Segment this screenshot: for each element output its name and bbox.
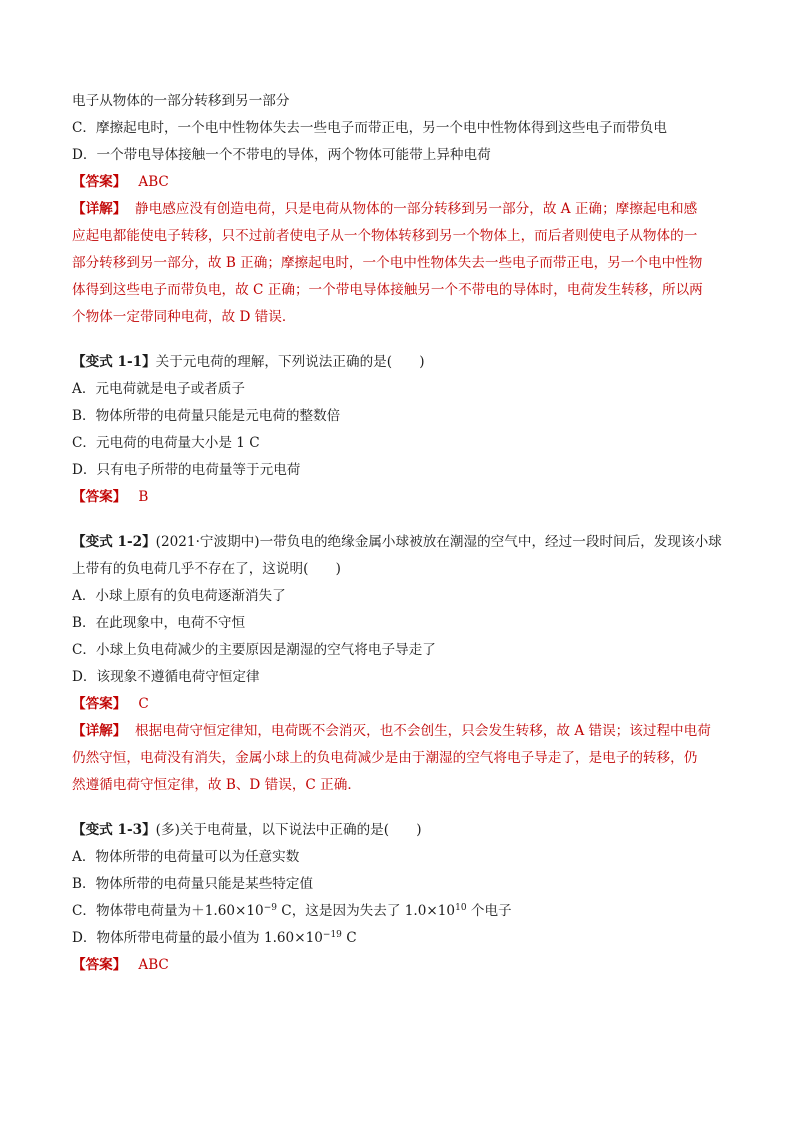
detail-line: 仍然守恒，电荷没有消失，金属小球上的负电荷减少是由于潮湿的空气将电子导走了，是电子的转移，仍 bbox=[72, 750, 698, 766]
exponent: 10 bbox=[455, 903, 467, 913]
variant-tag: 【变式 1-3】 bbox=[72, 822, 156, 838]
q1-detail bbox=[72, 196, 722, 331]
q1-option-d: D．一个带电导体接触一个不带电的导体，两个物体可能带上异种电荷 bbox=[72, 147, 491, 163]
answer-value: B bbox=[138, 489, 149, 505]
option-text: C bbox=[341, 930, 357, 946]
v11-option-c: C．元电荷的电荷量大小是 1 C bbox=[72, 435, 260, 451]
answer-value: ABC bbox=[138, 957, 169, 973]
v12-option-a: A．小球上原有的负电荷逐渐消失了 bbox=[72, 588, 286, 604]
detail-tag: 【详解】 bbox=[72, 201, 127, 217]
answer-value: C bbox=[138, 696, 149, 712]
q1-option-c: C．摩擦起电时，一个电中性物体失去一些电子而带正电，另一个电中性物体得到这些电子而带负电 bbox=[72, 120, 667, 136]
v12-option-c: C．小球上负电荷减少的主要原因是潮湿的空气将电子导走了 bbox=[72, 642, 436, 658]
detail-tag: 【详解】 bbox=[72, 723, 127, 739]
question-stem: (多)关于电荷量，以下说法中正确的是( ) bbox=[155, 822, 422, 838]
q1-text-continuation: 电子从物体的一部分转移到另一部分 bbox=[72, 93, 290, 109]
v12-option-b: B．在此现象中，电荷不守恒 bbox=[72, 615, 246, 631]
detail-line: 静电感应没有创造电荷，只是电荷从物体的一部分转移到另一部分，故 A 正确；摩擦起电和感 bbox=[135, 201, 698, 217]
v11-option-a: A．元电荷就是电子或者质子 bbox=[72, 381, 245, 397]
v12-detail bbox=[72, 718, 722, 799]
option-text: 个电子 bbox=[466, 903, 512, 919]
v11-answer bbox=[72, 484, 722, 511]
answer-tag: 【答案】 bbox=[72, 957, 127, 973]
v13-answer bbox=[72, 952, 722, 979]
v12-stem bbox=[72, 529, 722, 556]
option-text: D．物体所带电荷量的最小值为 1.60×10 bbox=[72, 930, 323, 946]
option-text: C，这是因为失去了 1.0×10 bbox=[276, 903, 456, 919]
variant-tag: 【变式 1-2】 bbox=[72, 534, 156, 550]
v13-option-c bbox=[72, 898, 722, 925]
v13-option-d bbox=[72, 925, 722, 952]
v11-option-b: B．物体所带的电荷量只能是元电荷的整数倍 bbox=[72, 408, 341, 424]
answer-tag: 【答案】 bbox=[72, 489, 127, 505]
detail-line: 个物体一定带同种电荷，故 D 错误． bbox=[72, 309, 296, 325]
v12-option-d: D．该现象不遵循电荷守恒定律 bbox=[72, 669, 260, 685]
question-stem: 关于元电荷的理解，下列说法正确的是( ) bbox=[155, 354, 425, 370]
v13-option-a: A．物体所带的电荷量可以为任意实数 bbox=[72, 849, 300, 865]
answer-tag: 【答案】 bbox=[72, 696, 127, 712]
v13-stem bbox=[72, 817, 722, 844]
variant-tag: 【变式 1-1】 bbox=[72, 354, 156, 370]
q1-answer bbox=[72, 169, 722, 196]
v11-option-d: D．只有电子所带的电荷量等于元电荷 bbox=[72, 462, 301, 478]
answer-tag: 【答案】 bbox=[72, 174, 127, 190]
detail-line: 应起电都能使电子转移，只不过前者使电子从一个物体转移到另一个物体上，而后者则使电子从物体的一 bbox=[72, 228, 698, 244]
detail-line: 根据电荷守恒定律知，电荷既不会消灭，也不会创生，只会发生转移，故 A 错误；该过程中电荷 bbox=[135, 723, 711, 739]
detail-line: 然遵循电荷守恒定律，故 B、D 错误，C 正确． bbox=[72, 777, 361, 793]
question-stem: (2021·宁波期中)一带负电的绝缘金属小球被放在潮湿的空气中，经过一段时间后，发现该小球 bbox=[155, 534, 722, 550]
exponent: −9 bbox=[263, 903, 277, 913]
option-text: C．物体带电荷量为＋1.60×10 bbox=[72, 903, 264, 919]
exponent: −19 bbox=[322, 930, 342, 940]
detail-line: 部分转移到另一部分，故 B 正确；摩擦起电时，一个电中性物体失去一些电子而带正电，另一个电中性物 bbox=[72, 255, 703, 271]
v11-stem bbox=[72, 349, 722, 376]
v13-option-b: B．物体所带的电荷量只能是某些特定值 bbox=[72, 876, 314, 892]
detail-line: 体得到这些电子而带负电，故 C 正确；一个带电导体接触另一个不带电的导体时，电荷发生转移，所以两 bbox=[72, 282, 703, 298]
v12-answer bbox=[72, 691, 722, 718]
v12-stem-line2: 上带有的负电荷几乎不存在了，这说明( ) bbox=[72, 561, 341, 577]
document-page bbox=[72, 88, 722, 979]
answer-value: ABC bbox=[138, 174, 169, 190]
